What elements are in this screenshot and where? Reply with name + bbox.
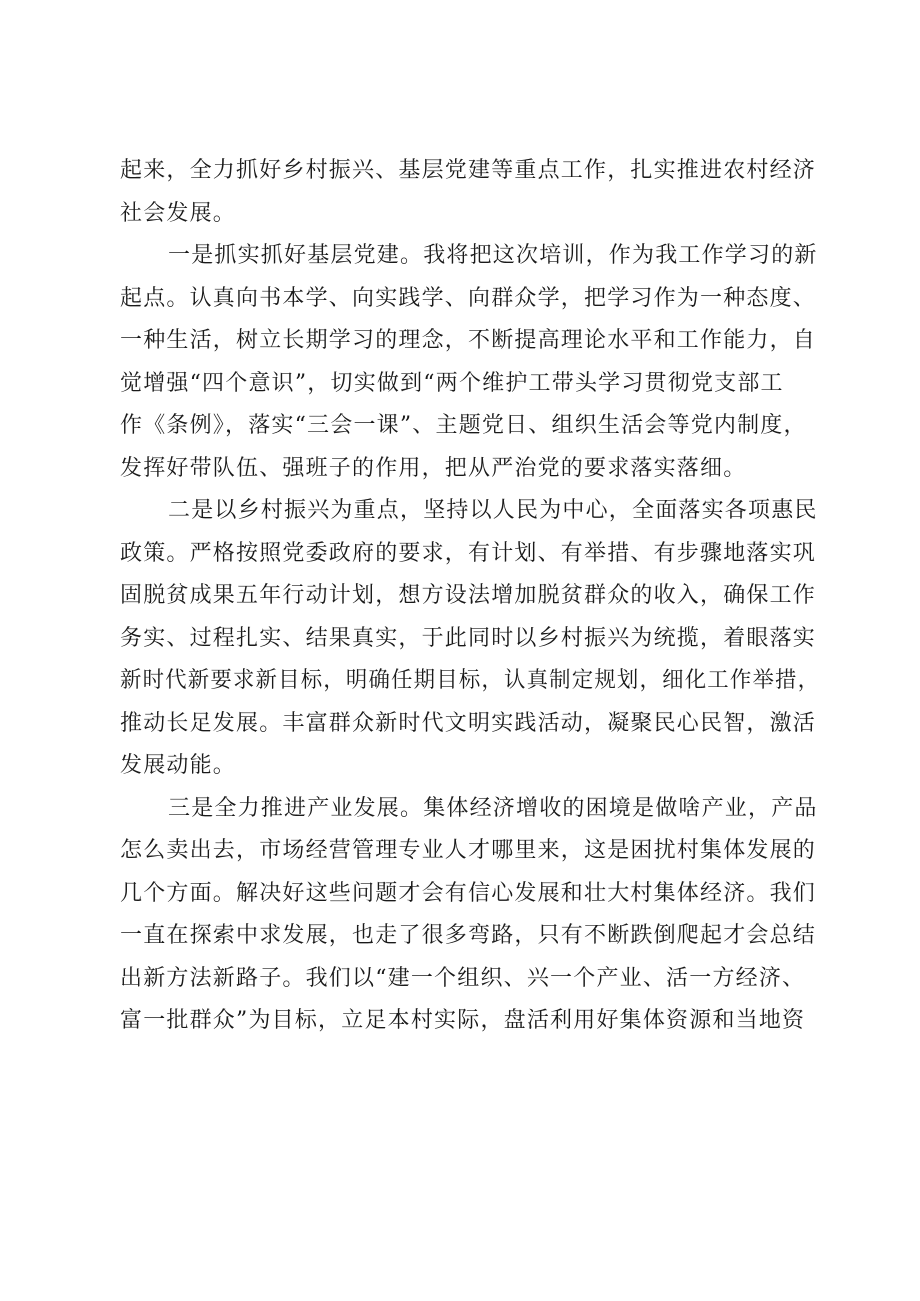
document-body: [120, 150, 820, 1043]
text-line: 新时代新要求新目标，明确任期目标，认真制定规划，细化工作举措，: [120, 668, 821, 693]
paragraph-rural-revitalization: [120, 490, 820, 788]
text-line: 起来，全力抓好乡村振兴、基层党建等重点工作，扎实推进农村经济: [120, 158, 817, 183]
text-line: 一是抓实抓好基层党建。我将把这次培训，作为我工作学习的新: [168, 243, 818, 268]
text-line: 三是全力推进产业发展。集体经济增收的困境是做啥产业，产品: [168, 795, 818, 821]
text-line: 发挥好带队伍、强班子的作用，把从严治党的要求落实落细。: [120, 455, 747, 481]
text-line: 社会发展。: [120, 200, 237, 226]
paragraph-industry-development: [120, 788, 820, 1043]
text-line: 出新方法新路子。我们以“建一个组织、兴一个产业、活一方经济、: [120, 965, 806, 991]
text-line: 起点。认真向书本学、向实践学、向群众学，把学习作为一种态度、: [120, 285, 817, 311]
paragraph-party-building: [120, 235, 820, 490]
text-line: 几个方面。解决好这些问题才会有信心发展和壮大村集体经济。我们: [120, 880, 817, 906]
text-line: 一直在探索中求发展，也走了很多弯路，只有不断跌倒爬起才会总结: [120, 923, 817, 948]
text-line: 怎么卖出去，市场经营管理专业人才哪里来，这是困扰村集体发展的: [120, 838, 817, 863]
text-line: 二是以乡村振兴为重点，坚持以人民为中心，全面落实各项惠民: [168, 498, 818, 523]
text-line: 政策。严格按照党委政府的要求，有计划、有举措、有步骤地落实巩: [120, 540, 817, 566]
text-line: 发展动能。: [120, 753, 237, 778]
text-line: 务实、过程扎实、结果真实，于此同时以乡村振兴为统揽，着眼落实: [120, 625, 817, 651]
text-line: 觉增强“四个意识”，切实做到“两个维护工带头学习贯彻党支部工: [120, 370, 784, 396]
text-line: 一种生活，树立长期学习的理念，不断提高理论水平和工作能力，自: [120, 328, 817, 353]
text-line: 固脱贫成果五年行动计划，想方设法增加脱贫群众的收入，确保工作: [120, 583, 817, 608]
text-line: 作《条例》，落实“三会一课”、主题党日、组织生活会等党内制度，: [120, 413, 807, 438]
text-line: 推动长足发展。丰富群众新时代文明实践活动，凝聚民心民智，激活: [120, 710, 817, 736]
paragraph-continuation: [120, 150, 820, 235]
text-line: 富一批群众”为目标，立足本村实际，盘活利用好集体资源和当地资: [120, 1008, 806, 1033]
